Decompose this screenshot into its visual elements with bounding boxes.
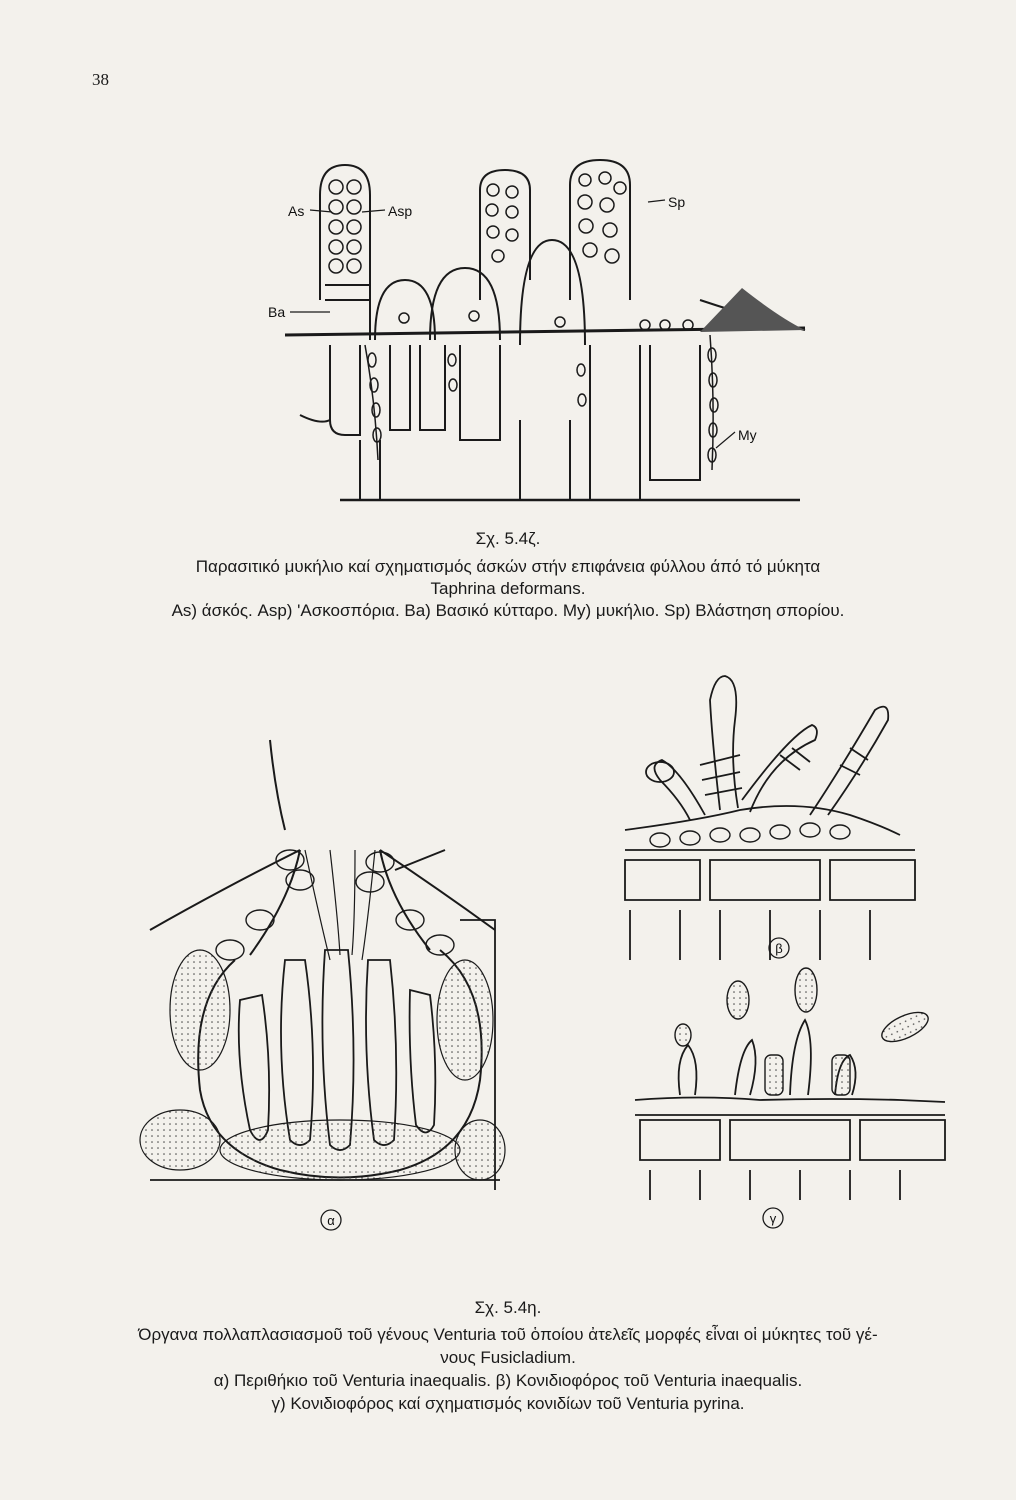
figure2-caption-line4: γ) Κονιδιοφόρος καί σχηματισμός κονιδίων τοῦ Venturia pyrina. [271,1394,745,1413]
label-as: As [288,203,305,219]
panel-label-a: α [327,1213,335,1228]
figure2-caption-line3: α) Περιθήκιο τοῦ Venturia inaequalis. β) Κονιδιοφόρος τοῦ Venturia inaequalis. [213,1371,803,1390]
figure2-number: Σχ. 5.4η. [474,1298,542,1317]
figure1-caption-line3: As) άσκός. Asp) 'Ασκοσπόρια. Ba) Βασικό κύτταρο. My) μυκήλιο. Sp) Βλάστηση σπορίου. [171,601,845,620]
label-ba: Ba [268,304,286,320]
label-asp: Asp [388,203,413,219]
label-my: My [738,427,757,443]
page-number: 38 [92,70,109,89]
figure2-caption-line1: Όργανα πολλαπλασιασμοῦ τοῦ γένους Venturia τοῦ ὁποίου ἀτελεῖς μορφές εἶναι οἱ μύκητες τοῦ γέ- [138,1325,878,1344]
figure1-caption-line2: Taphrina deformans. [430,579,586,598]
panel-label-b: β [775,941,783,956]
figure2-caption-line2: νους Fusicladium. [440,1348,576,1367]
panel-label-c: γ [769,1211,777,1226]
figure1-caption-line1: Παρασιτικό μυκήλιο καί σχηματισμός άσκών στήν επιφάνεια φύλλου άπό τό μύκητα [195,557,821,576]
label-sp: Sp [668,194,686,210]
figure1-number: Σχ. 5.4ζ. [475,529,541,548]
